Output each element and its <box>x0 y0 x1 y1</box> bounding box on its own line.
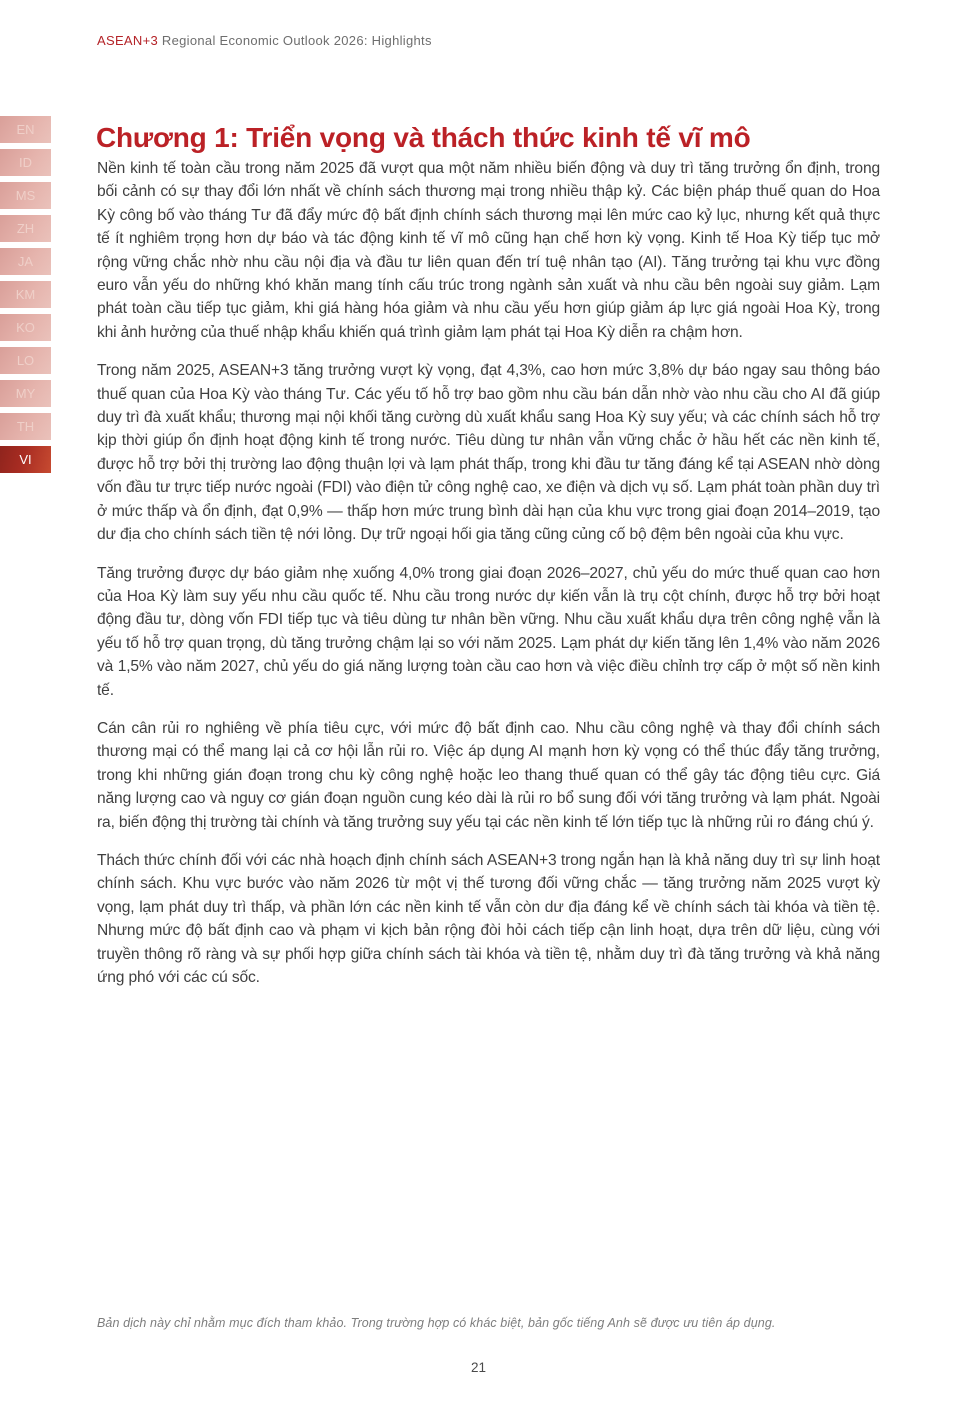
lang-tab-my[interactable] <box>0 380 51 407</box>
lang-tab-label: ID <box>19 155 32 170</box>
lang-tab-label: KM <box>15 287 36 302</box>
report-title-rest: Regional Economic Outlook 2026: Highlights <box>158 33 432 48</box>
chapter-title: Chương 1: Triển vọng và thách thức kinh tế vĩ mô <box>96 121 751 153</box>
lang-tab-label: VI <box>19 452 32 467</box>
body-paragraph-4: Cán cân rủi ro nghiêng về phía tiêu cực, với mức độ bất định cao. Nhu cầu công nghệ và thay đổi chính sách thương mại có thể mang lại cả cơ hội lẫn rủi ro. Việc áp dụng AI mạnh hơn kỳ vọng có thể thúc đẩy tăng trưởng, trong khi những gián đoạn trong chu kỳ công nghệ hoặc leo thang thuế quan có thể gây tác động tiêu cực. Giá năng lượng cao và nguy cơ gián đoạn nguồn cung kéo dài là rủi ro bổ sung đối với tăng trưởng và lạm phát. Ngoài ra, biến động thị trường tài chính và tăng trưởng suy yếu tại các nền kinh tế lớn tiếp tục là những rủi ro đáng chú ý. <box>97 719 880 831</box>
page-number: 21 <box>470 1360 487 1375</box>
lang-tab-km[interactable] <box>0 281 51 308</box>
lang-tab-zh[interactable] <box>0 215 51 242</box>
lang-tab-label: ZH <box>16 221 35 236</box>
lang-tab-ms[interactable] <box>0 182 51 209</box>
lang-tab-label: MS <box>15 188 36 203</box>
lang-tab-label: TH <box>16 419 35 434</box>
translation-disclaimer: Bản dịch này chỉ nhằm mục đích tham khảo. Trong trường hợp có khác biệt, bản gốc tiếng Anh sẽ được ưu tiên áp dụng. <box>97 1316 776 1330</box>
body-paragraph-3: Tăng trưởng được dự báo giảm nhẹ xuống 4,0% trong giai đoạn 2026–2027, chủ yếu do mức thuế quan cao hơn của Hoa Kỳ làm suy yếu nhu cầu quốc tế. Nhu cầu trong nước dự kiến vẫn là trụ cột chính, được hỗ trợ bởi hoạt động đầu tư, dòng vốn FDI tiếp tục và tiêu dùng tư nhân bền vững. Nhu cầu xuất khẩu dựa trên công nghệ vẫn là yếu tố hỗ trợ quan trọng, dù tăng trưởng chậm lại so với năm 2025. Lạm phát dự kiến tăng lên 1,4% vào năm 2026 và 1,5% vào năm 2027, chủ yếu do giá năng lượng toàn cầu cao hơn và việc điều chỉnh trợ cấp ở một số nền kinh tế. <box>97 564 880 699</box>
lang-tab-vi[interactable] <box>0 446 51 473</box>
lang-tab-label: KO <box>16 320 35 335</box>
lang-tab-label: LO <box>16 353 35 368</box>
report-brand: ASEAN+3 <box>97 33 158 48</box>
lang-tab-label: MY <box>15 386 36 401</box>
body-paragraph-5: Thách thức chính đối với các nhà hoạch định chính sách ASEAN+3 trong ngắn hạn là khả năng duy trì sự linh hoạt chính sách. Khu vực bước vào năm 2026 từ một vị thế tương đối vững chắc — tăng trưởng năm 2025 vượt kỳ vọng, lạm phát duy trì thấp, và phần lớn các nền kinh tế vẫn còn dư địa đáng kể về chính sách tài khóa và tiền tệ. Nhưng mức độ bất định cao và phạm vi kịch bản rộng đòi hỏi cách tiếp cận linh hoạt, dựa trên dữ liệu, cùng với truyền thông rõ ràng và sự phối hợp giữa chính sách tài khóa và tiền tệ, nhằm duy trì đà tăng trưởng và khả năng ứng phó với các cú sốc. <box>97 851 880 986</box>
language-sidebar <box>0 116 51 479</box>
lang-tab-ja[interactable] <box>0 248 51 275</box>
body-paragraph-1: Nền kinh tế toàn cầu trong năm 2025 đã vượt qua một năm nhiều biến động và duy trì tăng trưởng ổn định, trong bối cảnh có sự thay đổi lớn nhất về chính sách thương mại trong nhiều thập kỷ. Các biện pháp thuế quan do Hoa Kỳ công bố vào tháng Tư đã đẩy mức độ bất định chính sách thương mại lên mức cao kỷ lục, nhưng kết quả thực tế ít nghiêm trọng hơn dự báo và tác động kinh tế vĩ mô cũng hạn chế hơn kỳ vọng. Kinh tế Hoa Kỳ tiếp tục mở rộng vững chắc nhờ nhu cầu nội địa và đầu tư liên quan đến trí tuệ nhân tạo (AI). Tăng trưởng tại khu vực đồng euro vẫn yếu do những khó khăn mang tính cấu trúc trong ngành sản xuất và nhu cầu bên ngoài suy giảm. Lạm phát toàn cầu tiếp tục giảm, khi giá hàng hóa giảm và nhu cầu yếu hơn giúp giảm áp lực giá ngoài Hoa Kỳ, trong khi ảnh hưởng của thuế nhập khẩu khiến quá trình giảm lạm phát tại Hoa Kỳ diễn ra chậm hơn. <box>97 160 880 341</box>
chapter-body <box>97 157 880 1004</box>
lang-tab-label: JA <box>17 254 34 269</box>
running-header <box>97 33 432 48</box>
lang-tab-label: EN <box>16 122 35 137</box>
lang-tab-en[interactable] <box>0 116 51 143</box>
lang-tab-lo[interactable] <box>0 347 51 374</box>
lang-tab-id[interactable] <box>0 149 51 176</box>
lang-tab-ko[interactable] <box>0 314 51 341</box>
lang-tab-th[interactable] <box>0 413 51 440</box>
body-paragraph-2: Trong năm 2025, ASEAN+3 tăng trưởng vượt kỳ vọng, đạt 4,3%, cao hơn mức 3,8% dự báo ngay sau thông báo thuế quan của Hoa Kỳ vào tháng Tư. Các yếu tố hỗ trợ bao gồm nhu cầu bán dẫn nhờ vào nhu cầu cho AI đã giúp duy trì đà xuất khẩu; thương mại nội khối tăng cường dù xuất khẩu sang Hoa Kỳ suy yếu; và các chính sách hỗ trợ kịp thời giúp ổn định hoạt động kinh tế trong nước. Tiêu dùng tư nhân vẫn vững chắc ở hầu hết các nền kinh tế, được hỗ trợ bởi thị trường lao động thuận lợi và lạm phát thấp, trong khi đầu tư tăng đáng kể tại ASEAN nhờ dòng vốn đầu tư trực tiếp nước ngoài (FDI) vào điện tử công nghệ cao, xe điện và dịch vụ số. Lạm phát toàn phần duy trì ở mức thấp và ổn định, đạt 0,9% — thấp hơn mức trung bình dài hạn của khu vực trong giai đoạn 2014–2019, tạo dư địa cho chính sách tiền tệ nới lỏng. Dự trữ ngoại hối gia tăng cũng củng cố bộ đệm bên ngoài của khu vực. <box>97 362 880 544</box>
